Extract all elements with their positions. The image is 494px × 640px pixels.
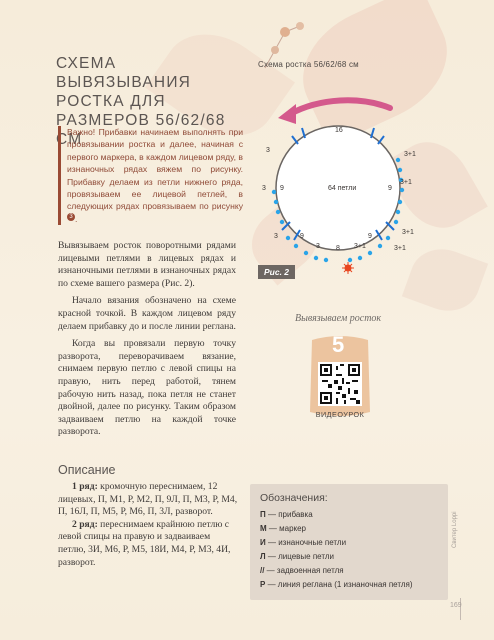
legend-desc: — маркер <box>266 524 307 533</box>
row-instruction <box>58 481 238 519</box>
section-caption: Вывязываем росток <box>295 313 382 324</box>
label-bottom-3p1: 3+1 <box>354 243 366 250</box>
legend-desc: — прибавка <box>265 510 313 519</box>
row-label: 1 ряд: <box>72 481 98 492</box>
diagram-caption: Схема ростка 56/62/68 см <box>258 60 359 69</box>
label-bottom-8: 8 <box>336 245 340 252</box>
body-text <box>58 240 236 444</box>
knitting-diagram <box>250 90 420 290</box>
description-body <box>58 481 238 569</box>
arrow-head <box>278 104 296 124</box>
label-left-9: 9 <box>280 185 284 192</box>
important-note-text: Важно! Прибавки начинаем выполнять при провязывании ростка и далее, начиная с первого маркера, в каждом лицевом ряду, в изнаночных рядах вяжем по рисунку. Прибавку делаем из петли нижнего ряда, провязываем ее лицевой петлей, в следующих рядах провязываем по рисунку <box>67 127 243 212</box>
legend-desc: — линия реглана (1 изнаночная петля) <box>265 580 413 589</box>
important-note-end: . <box>75 213 78 224</box>
label-center: 64 петли <box>328 185 357 192</box>
description-heading: Описание <box>58 463 116 477</box>
label-top: 16 <box>335 127 343 134</box>
qr-code[interactable] <box>318 362 362 406</box>
label-left-3c: 3 <box>274 233 278 240</box>
legend-title: Обозначения: <box>260 492 328 504</box>
video-label: ВИДЕОУРОК <box>315 410 365 419</box>
row-text: кромочную переснимаем, 12 лицевых, П, М1, Р, М2, П, 9Л, П, М3, Р, М4, П, 16Л, П, М5, Р, М6, П, 3Л, разворот. <box>58 481 238 518</box>
legend-desc: — задвоенная петля <box>264 566 344 575</box>
label-tr-3p1: 3+1 <box>404 151 416 158</box>
legend-item <box>260 510 313 519</box>
legend-item <box>260 580 413 589</box>
label-right-9: 9 <box>388 185 392 192</box>
video-number: 5 <box>332 332 345 357</box>
paragraph: Когда вы провязали первую точку разворота, переворачиваем вязание, снимаем первую петлю с левой спицы на правую, нить перед работой, тянем рабочую нить назад, пока петля не станет двойной, далее по рисунку. Таким образом задваиваем петлю на каждой точке разворота. <box>58 338 236 438</box>
legend-key: // <box>260 566 265 575</box>
label-right-3p1: 3+1 <box>402 229 414 236</box>
legend-key: И <box>260 538 266 547</box>
row-instruction <box>58 519 238 569</box>
legend-item <box>260 538 346 547</box>
important-note <box>58 126 243 225</box>
label-left-3b: 3 <box>262 185 266 192</box>
legend-item <box>260 524 306 533</box>
video-badge: 3 <box>67 213 75 221</box>
legend-item <box>260 566 344 575</box>
direction-arrow <box>290 100 390 114</box>
paragraph: Начало вязания обозначено на схеме красной точкой. В каждом лицевом ряду делаем прибавку до и после линии реглана. <box>58 295 236 332</box>
row-label: 2 ряд: <box>72 518 98 530</box>
label-bottom-3: 3 <box>316 243 320 250</box>
label-left-3: 3 <box>266 147 270 154</box>
start-point <box>342 262 354 274</box>
label-bottom-9a: 9 <box>300 233 304 240</box>
label-br-3p1: 3+1 <box>394 245 406 252</box>
legend-key: Л <box>260 552 266 561</box>
row-text: переснимаем крайнюю петлю с левой спицы на правую и задваиваем петлю, 3И, М6, Р, М5, 18И, М4, Р, М3, 4И, разворот. <box>58 518 231 568</box>
legend-desc: — изнаночные петли <box>265 538 347 547</box>
label-right-9b: 9 <box>368 233 372 240</box>
legend-desc: — лицевые петли <box>265 552 334 561</box>
page-number: 169 <box>450 602 462 609</box>
page-title: СХЕМА ВЫВЯЗЫВАНИЯ РОСТКА ДЛЯ РАЗМЕРОВ 56/62/68 СМ <box>56 55 226 148</box>
label-right-3p1b: 3+1 <box>400 179 412 186</box>
legend-key: Р <box>260 580 266 589</box>
legend-key: М <box>260 524 267 533</box>
video-block[interactable] <box>308 332 372 428</box>
legend-item <box>260 552 334 561</box>
paragraph: Вывязываем росток поворотными рядами лицевыми петлями в лицевых рядах и изнаночными петлями в изнаночных рядах по схеме вашего размера (Рис. 2). <box>58 240 236 289</box>
legend-key: П <box>260 510 266 519</box>
side-credit: Свитер Loppi <box>452 511 458 548</box>
figure-label: Рис. 2 <box>258 265 295 279</box>
legend-box <box>250 484 448 600</box>
qr-icon <box>318 362 362 406</box>
